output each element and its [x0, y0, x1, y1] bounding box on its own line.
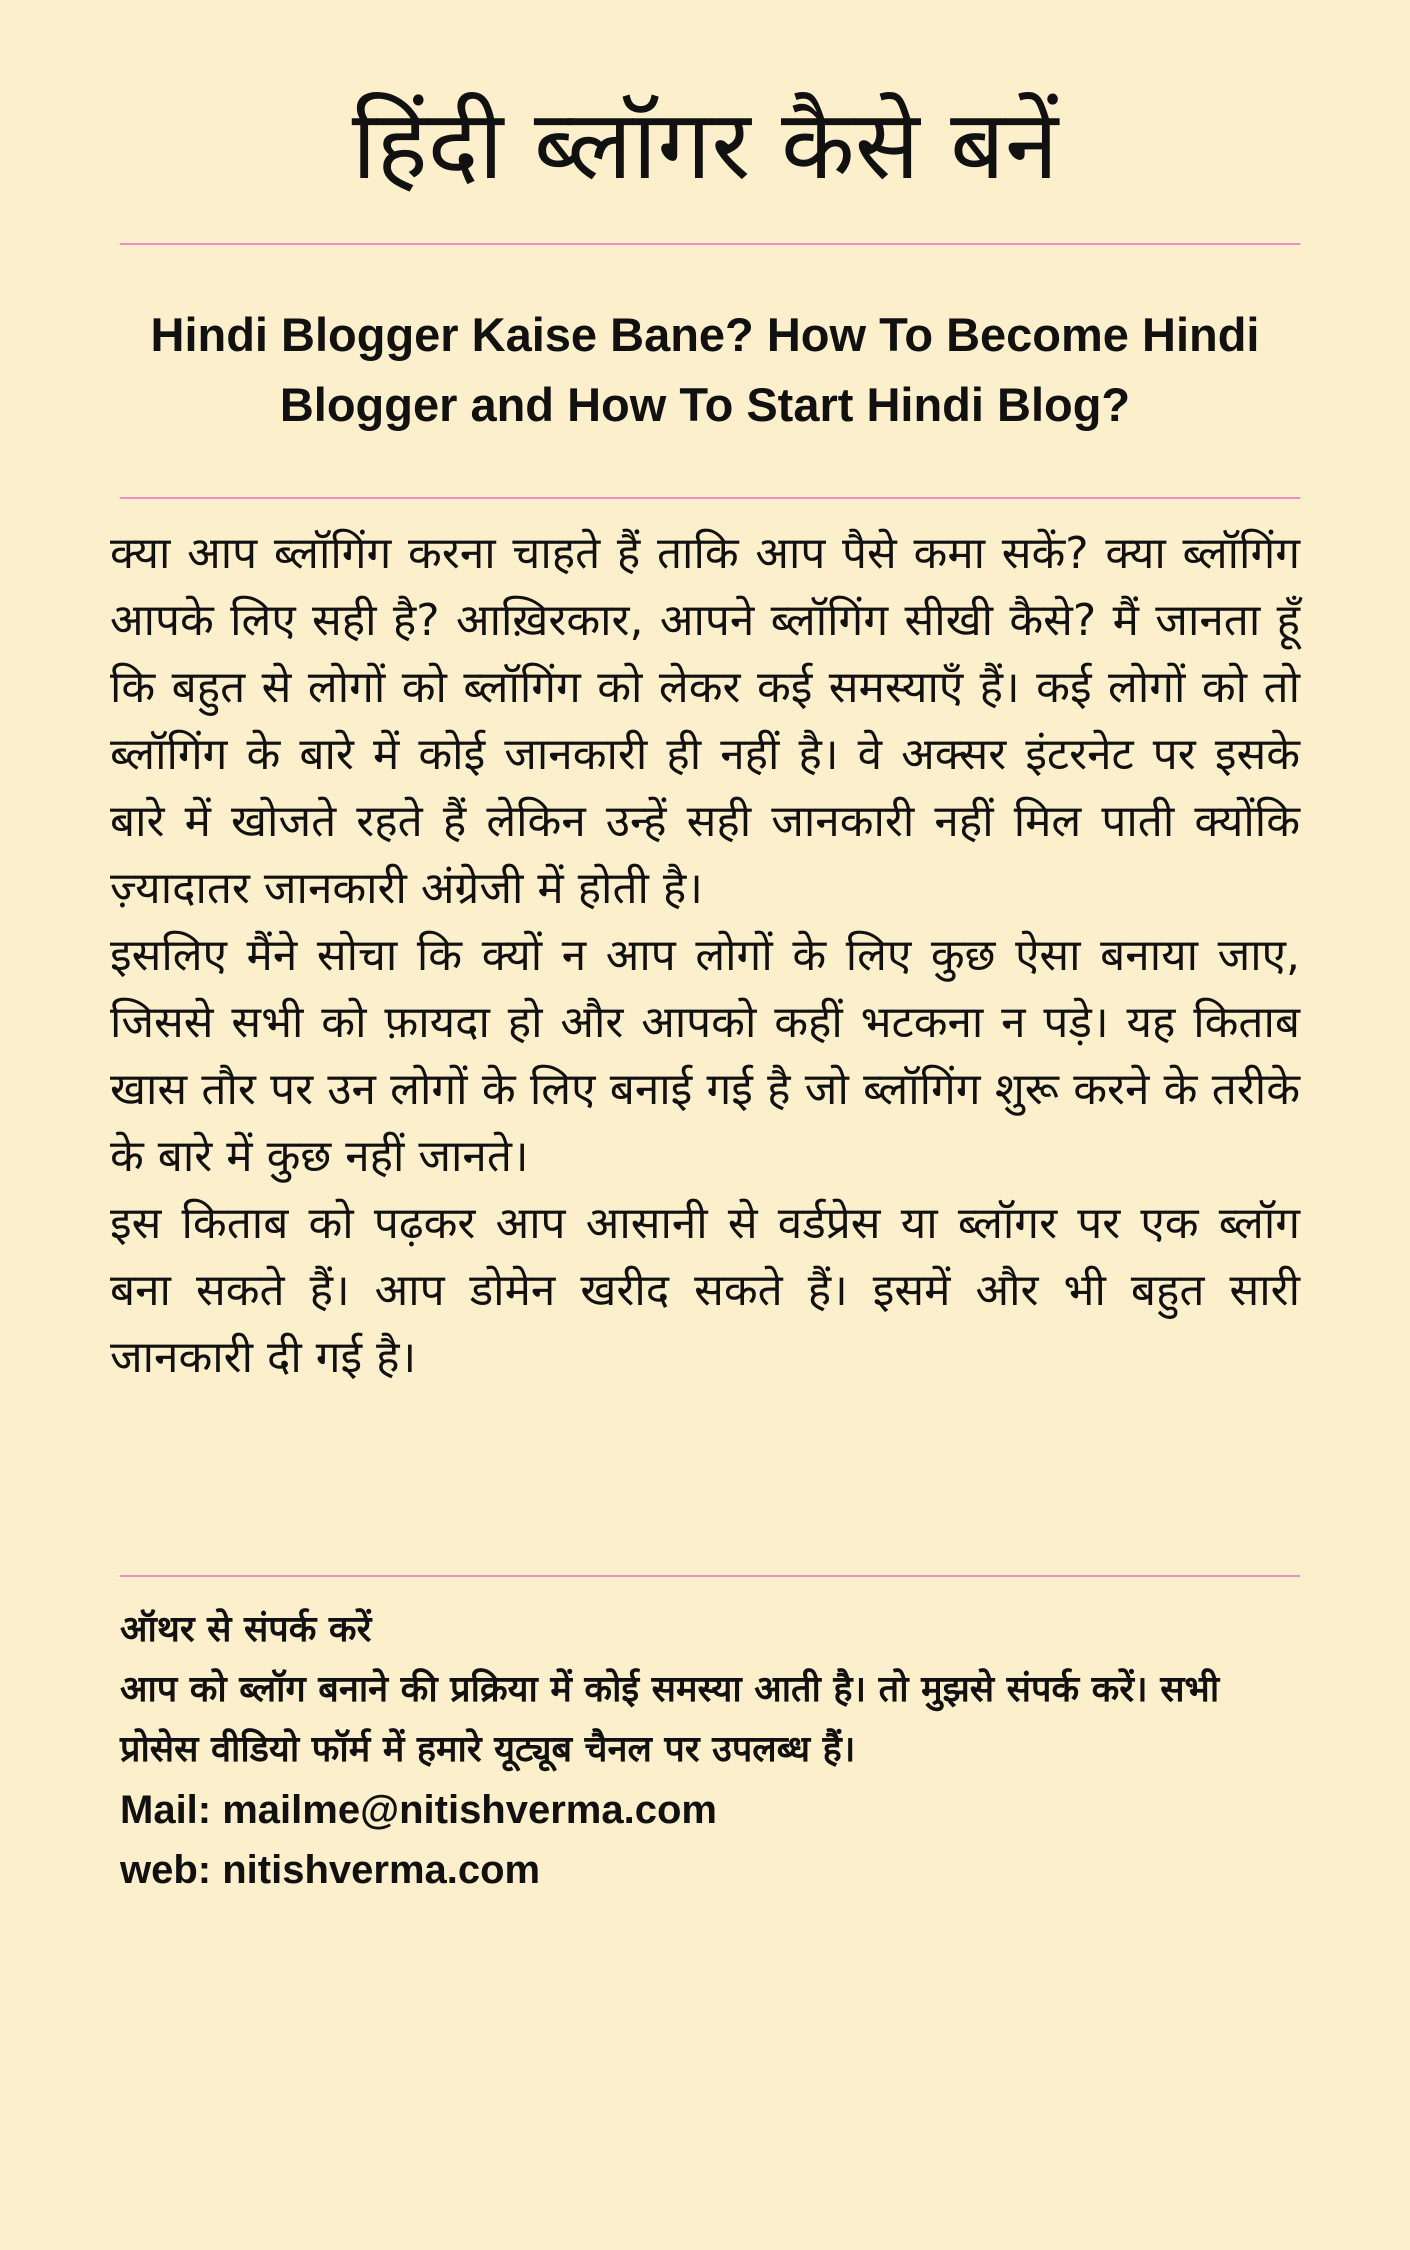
paragraph: क्या आप ब्लॉगिंग करना चाहते हैं ताकि आप पैसे कमा सकें? क्या ब्लॉगिंग आपके लिए सही है? आख़िरकार, आपने ब्लॉगिंग सीखी कैसे? मैं जानता हूँ कि बहुत से लोगों को ब्लॉगिंग को लेकर कई समस्याएँ हैं। कई लोगों को तो ब्लॉगिंग के बारे में कोई जानकारी ही नहीं है। वे अक्सर इंटरनेट पर इसके बारे में खोजते रहते हैं लेकिन उन्हें सही जानकारी नहीं मिल पाती क्योंकि ज़्यादातर जानकारी अंग्रेजी में होती है।	[110, 528, 1300, 914]
paragraph: इस किताब को पढ़कर आप आसानी से वर्डप्रेस या ब्लॉगर पर एक ब्लॉग बना सकते हैं। आप डोमेन खरीद सकते हैं। इसमें और भी बहुत सारी जानकारी दी गई है।	[110, 1198, 1300, 1383]
divider-middle	[120, 497, 1300, 499]
subtitle: Hindi Blogger Kaise Bane? How To Become Hindi Blogger and How To Start Hindi Blog?	[150, 308, 1260, 431]
contact-message: आप को ब्लॉग बनाने की प्रक्रिया में कोई समस्या आती है। तो मुझसे संपर्क करें। सभी प्रोसेस वीडियो फॉर्म में हमारे यूट्यूब चैनल पर उपलब्ध हैं।	[120, 1669, 1220, 1770]
divider-bottom	[120, 1575, 1300, 1577]
contact-heading: ऑथर से संपर्क करें	[120, 1609, 372, 1650]
contact-website: web: nitishverma.com	[120, 1848, 541, 1892]
contact-email: Mail: mailme@nitishverma.com	[120, 1788, 717, 1832]
divider-top	[120, 243, 1300, 245]
paragraph: इसलिए मैंने सोचा कि क्यों न आप लोगों के लिए कुछ ऐसा बनाया जाए, जिससे सभी को फ़ायदा हो और आपको कहीं भटकना न पड़े। यह किताब खास तौर पर उन लोगों के लिए बनाई गई है जो ब्लॉगिंग शुरू करने के तरीके के बारे में कुछ नहीं जानते।	[110, 930, 1300, 1182]
page-title: हिंदी ब्लॉगर कैसे बनें	[351, 89, 1059, 201]
description	[110, 520, 1300, 1391]
contact-section	[120, 1600, 1300, 1900]
